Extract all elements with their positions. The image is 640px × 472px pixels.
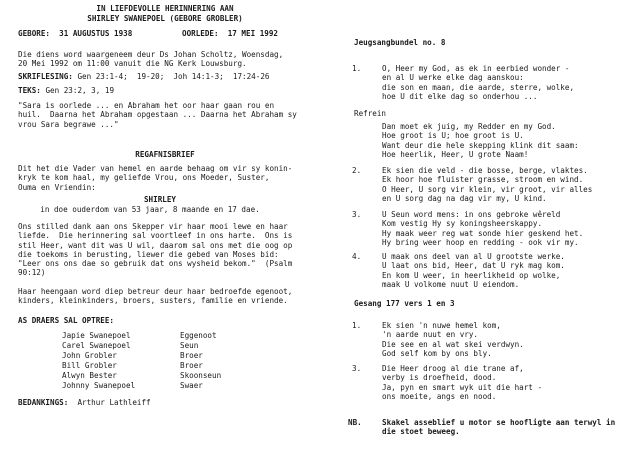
text-refs: Gen 23:2, 3, 19 xyxy=(45,86,115,95)
text-label: TEKS: xyxy=(18,86,41,95)
bearer-name: Carel Swanepoel xyxy=(62,341,131,350)
age-line: in doe ouderdom van 53 jaar, 8 maande en 17 dae. xyxy=(40,205,260,214)
bearer-relation: Seun xyxy=(180,341,199,350)
text-line xyxy=(18,86,114,95)
header-line-2: SHIRLEY SWANEPOEL (GEBORE GROBLER) xyxy=(87,14,243,23)
hymnbook-title: Jeugsangbundel no. 8 xyxy=(354,38,446,47)
bearer-name: Johnny Swanepoel xyxy=(62,381,136,390)
scripture-label: SKRIFLESING: xyxy=(18,72,73,81)
header-line-1: IN LIEFDEVOLLE HERINNERING AAN xyxy=(96,4,234,13)
bearer-relation: Broer xyxy=(180,361,203,370)
refrain-text: Dan moet ek juig, my Redder en my God. Hoe groot is U; hoe groot is U. Want deur die hele skepping klink dit saam: Hoe heerlik, Heer, U grote Naam! xyxy=(382,122,579,159)
death-date: OORLEDE: 17 MEI 1992 xyxy=(182,29,279,38)
verse-1-number: 1. xyxy=(352,64,362,73)
hymn-verse-1-number: 1. xyxy=(352,321,362,330)
bearer-relation: Swaer xyxy=(180,381,203,390)
farewell-intro: Dit het die Vader van hemel en aarde behaag om vir sy konin- kryk te kom haal, my geliefde Vrou, ons Moeder, Suster, Ouma en Vriendin: xyxy=(18,164,293,192)
bearer-name: John Grobler xyxy=(62,351,117,360)
farewell-title: REGAFNISBRIEF xyxy=(135,150,195,159)
mourners-paragraph: Haar heengaan word diep betreur deur haar bedroefde egenoot, kinders, kleinkinders, broers, susters, familie en vriende. xyxy=(18,287,293,306)
scripture-refs: Gen 23:1-4; 19-20; Joh 14:1-3; 17:24-26 xyxy=(77,72,270,81)
bearers-title: AS DRAERS SAL OPTREE: xyxy=(18,316,115,325)
hymn-verse-1-text: Ek sien 'n nuwe hemel kom, 'n aarde nuut en vry. Die see en al wat skei verdwyn. God self kom by ons bly. xyxy=(382,321,524,358)
verse-3-number: 3. xyxy=(352,210,362,219)
refrain-label: Refrein xyxy=(354,109,387,118)
bearer-relation: Broer xyxy=(180,351,203,360)
bearer-name: Japie Swanepoel xyxy=(62,331,131,340)
verse-4-text: U maak ons deel van al U grootste werke. U laat ons bid, Heer, dat U ryk mag kom. En kom U weer, in heerlikheid op wolke, maak U volkome nuut U eiendom. xyxy=(382,252,565,289)
verse-1-text: O, Heer my God, as ek in eerbied wonder - en al U werke elke dag aanskou: die son en maan, die aarde, sterre, wolke, hoe U dit elke dag so onderhou ... xyxy=(382,64,575,101)
nb-label: NB. xyxy=(348,418,362,427)
bearer-name: Bill Grobler xyxy=(62,361,117,370)
bearer-name: Alwyn Bester xyxy=(62,371,117,380)
birth-date: GEBORE: 31 AUGUSTUS 1938 xyxy=(18,29,133,38)
hymn-2-title: Gesang 177 vers 1 en 3 xyxy=(354,299,455,308)
verse-4-number: 4. xyxy=(352,252,362,261)
bearer-relation: Eggenoot xyxy=(180,331,217,340)
verse-2-number: 2. xyxy=(352,166,362,175)
thanks-label: BEDANKINGS: xyxy=(18,398,69,407)
hymn-verse-3-number: 3. xyxy=(352,364,362,373)
nb-text: Skakel asseblief u motor se hoofligte aan terwyl in die stoet beweeg. xyxy=(382,418,616,437)
service-paragraph: Die diens word waargeneem deur Ds Johan Scholtz, Woensdag, 20 Mei 1992 om 11:00 vanuit die NG Kerk Louwsburg. xyxy=(18,50,284,69)
farewell-paragraph: Ons stilled dank aan ons Skepper vir haar mooi lewe en haar liefde. Die herinnering sal voortleef in ons harte. Ons is stil Heer, want dit was U wil, daarom sal ons met die oog op die toekoms in berusting, liewer die gebed van Moses bid: "Leer ons ons dae so gebruik dat ons wysheid bekom." (Psalm 90:12) xyxy=(18,222,293,278)
bearers-relations xyxy=(180,331,221,391)
verse-2-text: Ek sien die veld - die bosse, berge, vlaktes. Ek hoor hoe fluister grasse, stroom en wind. O Heer, U sorg vir klein, vir groot, vir alles en U sorg dag na dag vir my, U kind. xyxy=(382,166,593,203)
scripture-quote: "Sara is oorlede ... en Abraham het oor haar gaan rou en huil. Daarna het Abraham opgestaan ... Daarna het Abraham sy vrou Sara begrawe ..." xyxy=(18,101,297,129)
scripture-line xyxy=(18,72,269,81)
bearers-names xyxy=(62,331,135,391)
deceased-name: SHIRLEY xyxy=(143,195,176,204)
thanks-line xyxy=(18,398,151,407)
thanks-name: Arthur Lathleiff xyxy=(77,398,151,407)
hymn-verse-3-text: Die Heer droog al die trane af, verby is droefheid, dood. Ja, pyn en smart wyk uit die hart - ons moeite, angs en nood. xyxy=(382,364,543,401)
verse-3-text: U Seun word mens: in ons gebroke wêreld Kom vestig Hy sy koningsheerskappy. Hy maak weer reg wat sonde hier geskend het. Hy bring weer hoop en redding - ook vir my. xyxy=(382,210,584,247)
bearer-relation: Skoonseun xyxy=(180,371,222,380)
